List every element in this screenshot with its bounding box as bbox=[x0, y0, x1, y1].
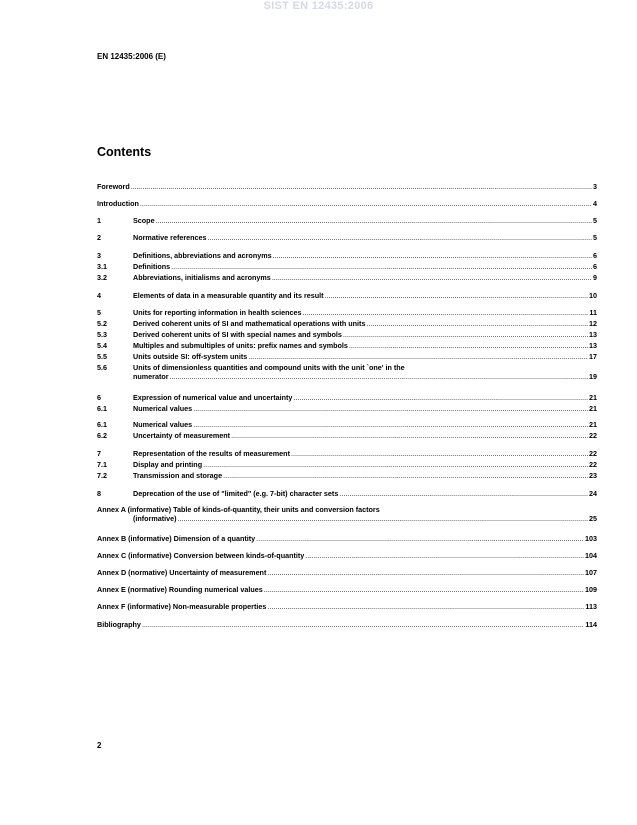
toc-entry-number: 3.1 bbox=[97, 262, 107, 271]
toc-entry[interactable] bbox=[97, 489, 597, 498]
toc-entry-page: 4 bbox=[593, 199, 597, 208]
toc-entry-page: 13 bbox=[589, 341, 597, 350]
toc-entry-number: 5.4 bbox=[97, 341, 107, 350]
toc-entry-page: 5 bbox=[593, 216, 597, 225]
toc-entry-page: 113 bbox=[585, 602, 597, 611]
toc-entry[interactable] bbox=[97, 330, 597, 339]
toc-entry-page: 6 bbox=[593, 262, 597, 271]
toc-entry-page: 5 bbox=[593, 233, 597, 242]
toc-entry[interactable] bbox=[97, 449, 597, 458]
toc-entry[interactable] bbox=[97, 199, 597, 208]
toc-entry-page: 103 bbox=[585, 534, 597, 543]
toc-entry[interactable] bbox=[97, 262, 597, 271]
toc-entry-number: 5 bbox=[97, 308, 101, 317]
dot-leader bbox=[325, 291, 588, 300]
toc-entry-page: 23 bbox=[589, 471, 597, 480]
toc-entry[interactable] bbox=[97, 420, 597, 429]
toc-entry-title: Foreword bbox=[97, 182, 130, 191]
toc-entry-number: 6.1 bbox=[97, 404, 107, 413]
toc-entry-page: 114 bbox=[585, 620, 597, 629]
toc-entry-title: Representation of the results of measurement bbox=[133, 449, 290, 458]
toc-entry[interactable] bbox=[97, 273, 597, 282]
toc-entry[interactable] bbox=[97, 505, 597, 523]
toc-entry-page: 21 bbox=[589, 420, 597, 429]
toc-entry-page: 3 bbox=[593, 182, 597, 191]
dot-leader bbox=[156, 216, 592, 225]
dot-leader bbox=[264, 585, 584, 594]
toc-entry[interactable] bbox=[97, 363, 597, 381]
toc-entry[interactable] bbox=[97, 393, 597, 402]
dot-leader bbox=[170, 372, 588, 381]
toc-entry-page: 24 bbox=[589, 489, 597, 498]
toc-entry-number: 6.2 bbox=[97, 431, 107, 440]
toc-entry-title-continuation: numerator bbox=[133, 372, 169, 381]
dot-leader bbox=[267, 568, 584, 577]
dot-leader bbox=[349, 341, 588, 350]
watermark: SIST EN 12435:2006 bbox=[263, 0, 374, 12]
toc-entry-number: 3.2 bbox=[97, 273, 107, 282]
toc-entry-number: 1 bbox=[97, 216, 101, 225]
dot-leader bbox=[273, 251, 592, 260]
toc-entry[interactable] bbox=[97, 404, 597, 413]
toc-entry-title: Numerical values bbox=[133, 404, 193, 413]
toc-entry[interactable] bbox=[97, 216, 597, 225]
toc-entry-title: Multiples and submultiples of units: prefix names and symbols bbox=[133, 341, 348, 350]
dot-leader bbox=[256, 534, 584, 543]
dot-leader bbox=[203, 460, 588, 469]
dot-leader bbox=[193, 404, 588, 413]
toc-entry-number: 7 bbox=[97, 449, 101, 458]
toc-entry[interactable] bbox=[97, 341, 597, 350]
dot-leader bbox=[339, 489, 588, 498]
toc-entry[interactable] bbox=[97, 308, 597, 317]
toc-entry-number: 5.2 bbox=[97, 319, 107, 328]
dot-leader bbox=[366, 319, 588, 328]
toc-entry-number: 3 bbox=[97, 251, 101, 260]
toc-entry-title: Annex B (informative) Dimension of a quantity bbox=[97, 534, 256, 543]
toc-entry-title: Scope bbox=[133, 216, 155, 225]
toc-entry-page: 25 bbox=[589, 514, 597, 523]
dot-leader bbox=[208, 233, 592, 242]
toc-entry-page: 6 bbox=[593, 251, 597, 260]
toc-entry-title: Annex C (informative) Conversion between kinds-of-quantity bbox=[97, 551, 305, 560]
toc-entry-title: Annex F (informative) Non-measurable properties bbox=[97, 602, 267, 611]
toc-entry[interactable] bbox=[97, 291, 597, 300]
toc-entry-title: Uncertainty of measurement bbox=[133, 431, 231, 440]
toc-entry-page: 9 bbox=[593, 273, 597, 282]
toc-entry-title: Numerical values bbox=[133, 420, 193, 429]
toc-entry-page: 21 bbox=[589, 393, 597, 402]
toc-entry-number: 7.2 bbox=[97, 471, 107, 480]
toc-entry-title: Expression of numerical value and uncertainty bbox=[133, 393, 293, 402]
toc-entry-page: 17 bbox=[589, 352, 597, 361]
dot-leader bbox=[305, 551, 584, 560]
dot-leader bbox=[142, 620, 584, 629]
toc-entry-title: Introduction bbox=[97, 199, 139, 208]
toc-entry-number: 5.3 bbox=[97, 330, 107, 339]
toc-entry-page: 22 bbox=[589, 449, 597, 458]
toc-entry-page: 10 bbox=[589, 291, 597, 300]
toc-entry-title: Units for reporting information in health sciences bbox=[133, 308, 302, 317]
toc-entry-number: 5.5 bbox=[97, 352, 107, 361]
toc-entry-title: Definitions bbox=[133, 262, 171, 271]
dot-leader bbox=[248, 352, 588, 361]
dot-leader bbox=[291, 449, 588, 458]
toc-entry[interactable] bbox=[97, 460, 597, 469]
page-number: 2 bbox=[97, 741, 102, 750]
toc-entry-page: 22 bbox=[589, 431, 597, 440]
dot-leader bbox=[140, 199, 592, 208]
toc-entry-page: 21 bbox=[589, 404, 597, 413]
dot-leader bbox=[171, 262, 592, 271]
toc-entry-page: 22 bbox=[589, 460, 597, 469]
dot-leader bbox=[231, 431, 588, 440]
toc-entry-title: Bibliography bbox=[97, 620, 141, 629]
toc-entry-title: Elements of data in a measurable quantity and its result bbox=[133, 291, 324, 300]
toc-entry-title: Transmission and storage bbox=[133, 471, 223, 480]
dot-leader bbox=[267, 602, 584, 611]
toc-entry-page: 19 bbox=[589, 372, 597, 381]
toc-entry-title: Normative references bbox=[133, 233, 207, 242]
toc-entry[interactable] bbox=[97, 233, 597, 242]
contents-heading: Contents bbox=[97, 145, 152, 159]
toc-entry-title: Abbreviations, initialisms and acronyms bbox=[133, 273, 271, 282]
toc-entry[interactable] bbox=[97, 471, 597, 480]
toc-entry-number: 2 bbox=[97, 233, 101, 242]
dot-leader bbox=[272, 273, 592, 282]
dot-leader bbox=[343, 330, 588, 339]
toc-entry[interactable] bbox=[97, 568, 597, 577]
dot-leader bbox=[193, 420, 588, 429]
toc-entry-page: 109 bbox=[585, 585, 597, 594]
toc-entry[interactable] bbox=[97, 551, 597, 560]
toc-entry-title: Deprecation of the use of "limited" (e.g. 7-bit) character sets bbox=[133, 489, 339, 498]
dot-leader bbox=[131, 182, 592, 191]
toc-entry-title: Annex A (informative) Table of kinds-of-quantity, their units and conversion factors bbox=[97, 505, 380, 514]
toc-entry-page: 11 bbox=[589, 308, 597, 317]
toc-entry-title: Derived coherent units of SI and mathematical operations with units bbox=[133, 319, 366, 328]
document-identifier: EN 12435:2006 (E) bbox=[97, 52, 166, 61]
toc-entry[interactable] bbox=[97, 352, 597, 361]
toc-entry-number: 4 bbox=[97, 291, 101, 300]
toc-entry[interactable] bbox=[97, 585, 597, 594]
toc-entry-number: 7.1 bbox=[97, 460, 107, 469]
dot-leader bbox=[223, 471, 588, 480]
toc-entry-number: 6 bbox=[97, 393, 101, 402]
toc-entry-page: 12 bbox=[589, 319, 597, 328]
dot-leader bbox=[178, 514, 588, 523]
toc-entry-title: Annex E (normative) Rounding numerical values bbox=[97, 585, 263, 594]
toc-entry[interactable] bbox=[97, 620, 597, 629]
toc-entry-title: Display and printing bbox=[133, 460, 203, 469]
toc-entry-number: 6.1 bbox=[97, 420, 107, 429]
toc-entry[interactable] bbox=[97, 602, 597, 611]
toc-entry-title-continuation: (informative) bbox=[133, 514, 177, 523]
toc-entry-title: Units of dimensionless quantities and compound units with the unit `one' in the bbox=[133, 363, 405, 372]
toc-entry-title: Derived coherent units of SI with special names and symbols bbox=[133, 330, 342, 339]
toc-entry[interactable] bbox=[97, 182, 597, 191]
toc-entry-title: Units outside SI: off-system units bbox=[133, 352, 248, 361]
toc-entry-page: 13 bbox=[589, 330, 597, 339]
dot-leader bbox=[303, 308, 589, 317]
toc-entry-page: 104 bbox=[585, 551, 597, 560]
toc-entry-title: Annex D (normative) Uncertainty of measurement bbox=[97, 568, 267, 577]
toc-entry-title: Definitions, abbreviations and acronyms bbox=[133, 251, 272, 260]
toc-entry[interactable] bbox=[97, 431, 597, 440]
dot-leader bbox=[293, 393, 588, 402]
toc-entry-number: 5.6 bbox=[97, 363, 107, 372]
toc-entry-number: 8 bbox=[97, 489, 101, 498]
toc-entry[interactable] bbox=[97, 251, 597, 260]
toc-entry-page: 107 bbox=[585, 568, 597, 577]
toc-entry[interactable] bbox=[97, 319, 597, 328]
toc-entry[interactable] bbox=[97, 534, 597, 543]
